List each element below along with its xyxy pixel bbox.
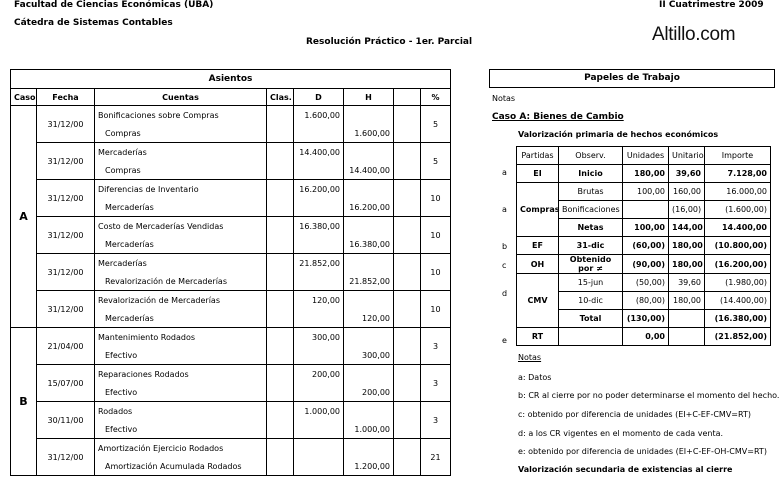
partida-cell: OH bbox=[517, 255, 559, 274]
entry-pct: 10 bbox=[421, 291, 451, 328]
importe-cell: (16.200,00) bbox=[705, 255, 771, 274]
debit-amount: 14.400,00 bbox=[294, 143, 344, 162]
table-row bbox=[11, 291, 451, 310]
blank-cell bbox=[394, 217, 421, 254]
th-importe: Importe bbox=[705, 147, 771, 165]
credit-amount: 1.200,00 bbox=[344, 458, 394, 476]
clas-cell bbox=[267, 180, 294, 199]
observ-cell: Inicio bbox=[559, 165, 623, 183]
table-row bbox=[517, 274, 771, 292]
debit-amount: 16.200,00 bbox=[294, 180, 344, 199]
debit-account: Bonificaciones sobre Compras bbox=[95, 106, 267, 125]
credit-amount: 16.200,00 bbox=[344, 199, 394, 217]
asientos-title: Asientos bbox=[11, 70, 451, 89]
debit-empty bbox=[294, 199, 344, 217]
debit-empty bbox=[294, 421, 344, 439]
entry-pct: 5 bbox=[421, 143, 451, 180]
importe-cell: (16.380,00) bbox=[705, 310, 771, 328]
credit-account: Mercaderías bbox=[95, 199, 267, 217]
debit-amount: 1.000,00 bbox=[294, 402, 344, 421]
credit-amount: 200,00 bbox=[344, 384, 394, 402]
entry-date: 30/11/00 bbox=[37, 402, 95, 439]
credit-amount: 16.380,00 bbox=[344, 236, 394, 254]
observ-cell: Netas bbox=[559, 219, 623, 237]
entry-date: 31/12/00 bbox=[37, 180, 95, 217]
observ-cell bbox=[559, 328, 623, 346]
credit-account: Efectivo bbox=[95, 347, 267, 365]
unidades-cell: (90,00) bbox=[623, 255, 669, 274]
observ-cell: 31-dic bbox=[559, 237, 623, 255]
credit-empty bbox=[344, 106, 394, 125]
importe-cell: 14.400,00 bbox=[705, 219, 771, 237]
entry-date: 31/12/00 bbox=[37, 217, 95, 254]
unitario-cell: 180,00 bbox=[669, 237, 705, 255]
col-cuentas: Cuentas bbox=[95, 89, 267, 106]
clas-cell bbox=[267, 162, 294, 180]
row-label-e: e bbox=[502, 336, 507, 345]
credit-amount: 1.600,00 bbox=[344, 125, 394, 143]
observ-cell: 15-jun bbox=[559, 274, 623, 292]
th-unitario: Unitario bbox=[669, 147, 705, 165]
importe-cell: (1.600,00) bbox=[705, 201, 771, 219]
debit-amount: 300,00 bbox=[294, 328, 344, 347]
table-row bbox=[517, 237, 771, 255]
partida-cell: EI bbox=[517, 165, 559, 183]
caso-label: A bbox=[11, 106, 37, 328]
blank-cell bbox=[394, 291, 421, 328]
partida-cell: EF bbox=[517, 237, 559, 255]
unitario-cell: 39,60 bbox=[669, 165, 705, 183]
blank-cell bbox=[394, 180, 421, 217]
debit-empty bbox=[294, 273, 344, 291]
valorizacion-header-row bbox=[517, 147, 771, 165]
unitario-cell: 160,00 bbox=[669, 183, 705, 201]
debit-account: Mercaderías bbox=[95, 254, 267, 273]
table-row bbox=[11, 217, 451, 236]
blank-cell bbox=[394, 439, 421, 476]
row-label-d: d bbox=[502, 289, 508, 298]
credit-empty bbox=[344, 217, 394, 236]
asientos-table bbox=[10, 69, 451, 476]
observ-cell: Obtenido por ≠ bbox=[559, 255, 623, 274]
th-observ: Observ. bbox=[559, 147, 623, 165]
credit-empty bbox=[344, 291, 394, 310]
table-row bbox=[517, 255, 771, 274]
unidades-cell bbox=[623, 201, 669, 219]
row-label-a2: a bbox=[502, 205, 507, 214]
importe-cell: 16.000,00 bbox=[705, 183, 771, 201]
debit-amount: 16.380,00 bbox=[294, 217, 344, 236]
credit-account: Mercaderías bbox=[95, 236, 267, 254]
altillo-logo[interactable]: Altillo.com bbox=[652, 24, 736, 45]
clas-cell bbox=[267, 199, 294, 217]
credit-account: Mercaderías bbox=[95, 310, 267, 328]
table-row bbox=[11, 254, 451, 273]
term-label: II Cuatrimestre 2009 bbox=[659, 0, 764, 10]
partida-cell: Compras bbox=[517, 183, 559, 237]
credit-empty bbox=[344, 365, 394, 384]
debit-amount: 1.600,00 bbox=[294, 106, 344, 125]
observ-cell: Total bbox=[559, 310, 623, 328]
row-label-b: b bbox=[502, 242, 508, 251]
debit-account: Costo de Mercaderías Vendidas bbox=[95, 217, 267, 236]
importe-cell: (10.800,00) bbox=[705, 237, 771, 255]
unidades-cell: (50,00) bbox=[623, 274, 669, 292]
credit-account: Compras bbox=[95, 125, 267, 143]
clas-cell bbox=[267, 365, 294, 384]
debit-amount: 200,00 bbox=[294, 365, 344, 384]
table-row bbox=[11, 402, 451, 421]
credit-amount: 14.400,00 bbox=[344, 162, 394, 180]
unitario-cell bbox=[669, 310, 705, 328]
credit-empty bbox=[344, 439, 394, 458]
entry-date: 31/12/00 bbox=[37, 291, 95, 328]
clas-cell bbox=[267, 125, 294, 143]
credit-account: Amortización Acumulada Rodados bbox=[95, 458, 267, 476]
valorizacion-table bbox=[516, 146, 771, 346]
col-clas: Clas. bbox=[267, 89, 294, 106]
credit-empty bbox=[344, 143, 394, 162]
credit-empty bbox=[344, 254, 394, 273]
unitario-cell: 180,00 bbox=[669, 255, 705, 274]
notas-title: Notas bbox=[518, 353, 542, 362]
row-label-c: c bbox=[502, 261, 507, 270]
clas-cell bbox=[267, 328, 294, 347]
entry-pct: 21 bbox=[421, 439, 451, 476]
debit-account: Rodados bbox=[95, 402, 267, 421]
notas-label: Notas bbox=[492, 94, 516, 103]
unidades-cell: (130,00) bbox=[623, 310, 669, 328]
credit-amount: 21.852,00 bbox=[344, 273, 394, 291]
entry-pct: 10 bbox=[421, 180, 451, 217]
observ-cell: 10-dic bbox=[559, 292, 623, 310]
unitario-cell bbox=[669, 328, 705, 346]
credit-empty bbox=[344, 328, 394, 347]
unidades-cell: (60,00) bbox=[623, 237, 669, 255]
unidades-cell: 100,00 bbox=[623, 219, 669, 237]
secundaria-title: Valorización secundaria de existencias al cierre bbox=[518, 465, 733, 474]
unitario-cell: 180,00 bbox=[669, 292, 705, 310]
credit-amount: 300,00 bbox=[344, 347, 394, 365]
observ-cell: Brutas bbox=[559, 183, 623, 201]
entry-date: 15/07/00 bbox=[37, 365, 95, 402]
unidades-cell: 180,00 bbox=[623, 165, 669, 183]
entry-pct: 3 bbox=[421, 328, 451, 365]
credit-account: Efectivo bbox=[95, 384, 267, 402]
credit-empty bbox=[344, 402, 394, 421]
blank-cell bbox=[394, 106, 421, 143]
clas-cell bbox=[267, 402, 294, 421]
col-haber: H bbox=[344, 89, 394, 106]
unitario-cell: 144,00 bbox=[669, 219, 705, 237]
col-blank bbox=[394, 89, 421, 106]
debit-empty bbox=[294, 347, 344, 365]
partida-cell: CMV bbox=[517, 274, 559, 328]
clas-cell bbox=[267, 458, 294, 476]
asientos-header-row bbox=[11, 89, 451, 106]
table-row bbox=[517, 328, 771, 346]
entry-pct: 5 bbox=[421, 106, 451, 143]
table-row bbox=[11, 180, 451, 199]
unidades-cell: 100,00 bbox=[623, 183, 669, 201]
debit-empty bbox=[294, 458, 344, 476]
blank-cell bbox=[394, 365, 421, 402]
entry-pct: 10 bbox=[421, 254, 451, 291]
debit-empty bbox=[294, 236, 344, 254]
clas-cell bbox=[267, 421, 294, 439]
faculty-name: Facultad de Ciencias Económicas (UBA) bbox=[14, 0, 214, 10]
clas-cell bbox=[267, 273, 294, 291]
debit-empty bbox=[294, 162, 344, 180]
table-row bbox=[11, 439, 451, 458]
clas-cell bbox=[267, 217, 294, 236]
importe-cell: (1.980,00) bbox=[705, 274, 771, 292]
entry-pct: 3 bbox=[421, 365, 451, 402]
caso-label: B bbox=[11, 328, 37, 476]
importe-cell: 7.128,00 bbox=[705, 165, 771, 183]
debit-account: Mercaderías bbox=[95, 143, 267, 162]
blank-cell bbox=[394, 143, 421, 180]
row-label-a1: a bbox=[502, 168, 507, 177]
clas-cell bbox=[267, 236, 294, 254]
col-pct: % bbox=[421, 89, 451, 106]
clas-cell bbox=[267, 347, 294, 365]
clas-cell bbox=[267, 254, 294, 273]
note-b: b: CR al cierre por no poder determinarse el momento del hecho. bbox=[518, 391, 780, 400]
debit-amount bbox=[294, 439, 344, 458]
credit-account: Efectivo bbox=[95, 421, 267, 439]
observ-cell: Bonificaciones bbox=[559, 201, 623, 219]
entry-date: 31/12/00 bbox=[37, 106, 95, 143]
credit-amount: 120,00 bbox=[344, 310, 394, 328]
unidades-cell: 0,00 bbox=[623, 328, 669, 346]
partida-cell: RT bbox=[517, 328, 559, 346]
caso-a-title: Caso A: Bienes de Cambio bbox=[492, 112, 624, 122]
clas-cell bbox=[267, 384, 294, 402]
importe-cell: (21.852,00) bbox=[705, 328, 771, 346]
debit-amount: 21.852,00 bbox=[294, 254, 344, 273]
debit-amount: 120,00 bbox=[294, 291, 344, 310]
debit-account: Mantenimiento Rodados bbox=[95, 328, 267, 347]
clas-cell bbox=[267, 310, 294, 328]
debit-empty bbox=[294, 310, 344, 328]
valorizacion-title: Valorización primaria de hechos económicos bbox=[518, 130, 719, 139]
credit-account: Revalorización de Mercaderías bbox=[95, 273, 267, 291]
debit-account: Diferencias de Inventario bbox=[95, 180, 267, 199]
unitario-cell: 39,60 bbox=[669, 274, 705, 292]
chair-name: Cátedra de Sistemas Contables bbox=[14, 18, 173, 28]
th-partidas: Partidas bbox=[517, 147, 559, 165]
papeles-title: Papeles de Trabajo bbox=[489, 69, 775, 88]
table-row bbox=[11, 328, 451, 347]
entry-date: 31/12/00 bbox=[37, 143, 95, 180]
entry-date: 31/12/00 bbox=[37, 254, 95, 291]
clas-cell bbox=[267, 439, 294, 458]
entry-date: 21/04/00 bbox=[37, 328, 95, 365]
page-subtitle: Resolución Práctico - 1er. Parcial bbox=[306, 37, 473, 47]
clas-cell bbox=[267, 291, 294, 310]
col-caso: Caso bbox=[11, 89, 37, 106]
th-unidades: Unidades bbox=[623, 147, 669, 165]
table-row bbox=[517, 165, 771, 183]
importe-cell: (14.400,00) bbox=[705, 292, 771, 310]
note-c: c: obtenido por diferencia de unidades (EI+C-EF-CMV=RT) bbox=[518, 410, 751, 419]
debit-empty bbox=[294, 384, 344, 402]
table-row bbox=[517, 183, 771, 201]
credit-amount: 1.000,00 bbox=[344, 421, 394, 439]
note-a: a: Datos bbox=[518, 373, 552, 382]
debit-account: Reparaciones Rodados bbox=[95, 365, 267, 384]
debit-account: Amortización Ejercicio Rodados bbox=[95, 439, 267, 458]
clas-cell bbox=[267, 106, 294, 125]
debit-account: Revalorización de Mercaderías bbox=[95, 291, 267, 310]
unidades-cell: (80,00) bbox=[623, 292, 669, 310]
credit-empty bbox=[344, 180, 394, 199]
table-row bbox=[11, 143, 451, 162]
credit-account: Compras bbox=[95, 162, 267, 180]
blank-cell bbox=[394, 402, 421, 439]
note-e: e: obtenido por diferencia de unidades (EI+C-EF-OH-CMV=RT) bbox=[518, 447, 767, 456]
note-d: d: a los CR vigentes en el momento de cada venta. bbox=[518, 429, 724, 438]
entry-pct: 10 bbox=[421, 217, 451, 254]
table-row bbox=[11, 365, 451, 384]
entry-date: 31/12/00 bbox=[37, 439, 95, 476]
clas-cell bbox=[267, 143, 294, 162]
blank-cell bbox=[394, 254, 421, 291]
table-row bbox=[11, 106, 451, 125]
blank-cell bbox=[394, 328, 421, 365]
col-fecha: Fecha bbox=[37, 89, 95, 106]
debit-empty bbox=[294, 125, 344, 143]
col-debe: D bbox=[294, 89, 344, 106]
unitario-cell: (16,00) bbox=[669, 201, 705, 219]
entry-pct: 3 bbox=[421, 402, 451, 439]
